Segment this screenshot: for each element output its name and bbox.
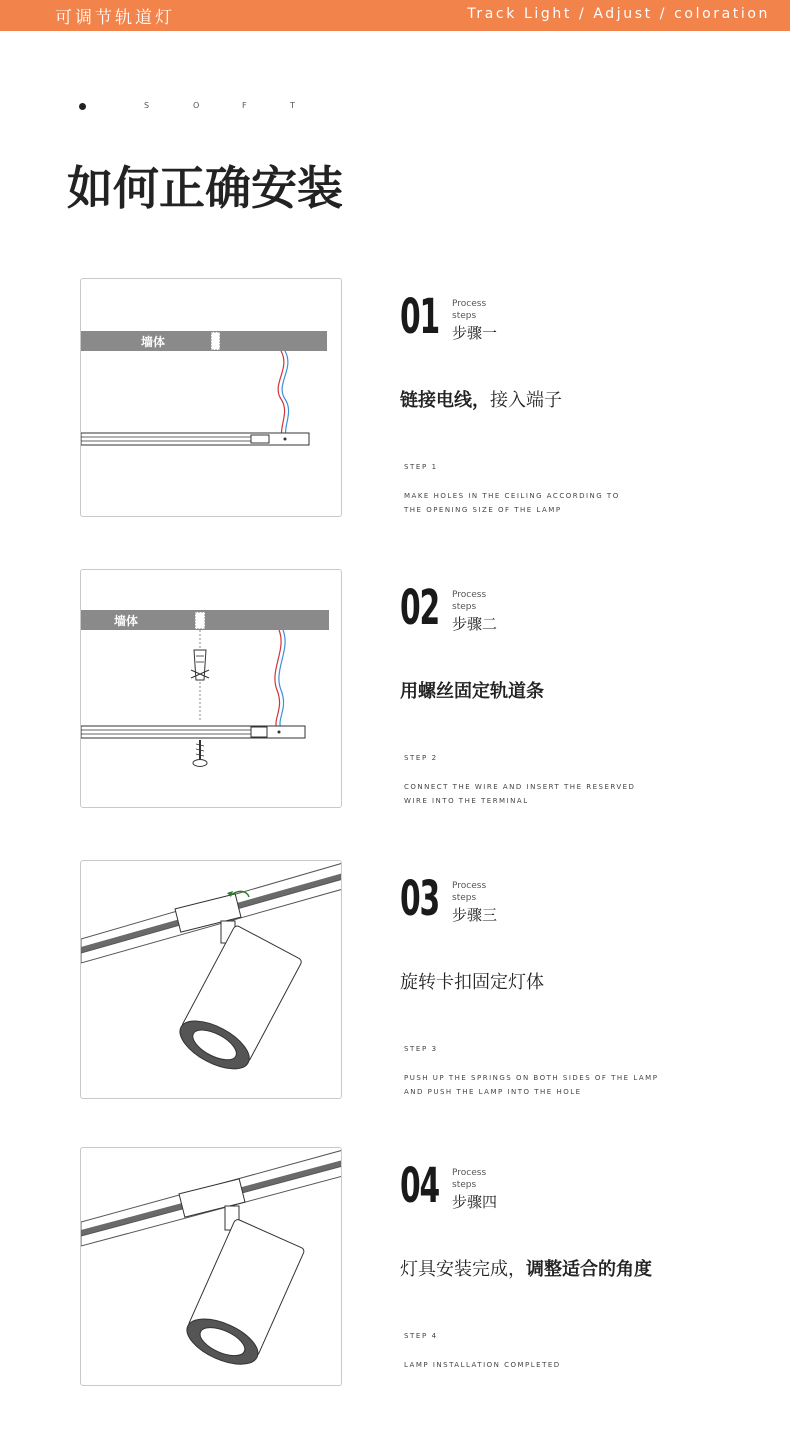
brand-letter: O — [193, 101, 200, 110]
step-description — [404, 1358, 684, 1372]
step-label-cn: 步骤四 — [452, 1193, 498, 1211]
step-number: 03 — [400, 871, 439, 927]
step-title — [400, 974, 544, 992]
process-word: Process — [452, 299, 487, 309]
step-number: 02 — [400, 580, 439, 636]
wall-label: 墙体 — [141, 335, 166, 349]
desc-line: CONNECT THE WIRE AND INSERT THE RESERVED — [404, 783, 636, 791]
process-word: Process — [452, 881, 487, 891]
step-description — [404, 1071, 684, 1099]
step-number: 01 — [400, 289, 439, 345]
step-title-regular: 接入端子 — [490, 390, 562, 411]
wall-label: 墙体 — [114, 614, 139, 628]
step-title — [400, 1261, 652, 1279]
step-title — [400, 392, 562, 410]
step1-text — [400, 288, 770, 528]
top-banner — [0, 0, 790, 31]
step-title-bold: 链接电线， — [400, 390, 490, 411]
step-title-regular: 旋转卡扣固定灯体 — [400, 972, 544, 993]
brand-letter: T — [290, 101, 295, 110]
process-word: Process — [452, 1168, 487, 1178]
desc-line: AND PUSH THE LAMP INTO THE HOLE — [404, 1088, 582, 1096]
step-label-cn: 步骤一 — [452, 324, 498, 342]
step-title-regular: 灯具安装完成， — [400, 1259, 526, 1280]
step1-illustration — [80, 278, 342, 517]
step-code: STEP 2 — [404, 754, 438, 762]
lamp-installed-illustration — [81, 1148, 342, 1386]
step-code: STEP 1 — [404, 463, 438, 471]
step4-illustration — [80, 1147, 342, 1386]
wall-wire-track-illustration — [81, 279, 342, 517]
brand-row — [77, 102, 317, 112]
step-number: 04 — [400, 1158, 439, 1214]
desc-line: PUSH UP THE SPRINGS ON BOTH SIDES OF THE LAMP — [404, 1074, 659, 1082]
step-code: STEP 3 — [404, 1045, 438, 1053]
page-title: 如何正确安装 — [67, 161, 343, 215]
step-code: STEP 4 — [404, 1332, 438, 1340]
desc-line: THE OPENING SIZE OF THE LAMP — [404, 506, 562, 514]
bullet-dot-icon — [79, 103, 86, 110]
rotate-clip-lamp-illustration — [81, 861, 342, 1099]
steps-word: steps — [452, 893, 477, 903]
steps-word: steps — [452, 602, 477, 612]
steps-word: steps — [452, 1180, 477, 1190]
step-title-bold: 调整适合的角度 — [526, 1259, 652, 1280]
desc-line: MAKE HOLES IN THE CEILING ACCORDING TO — [404, 492, 620, 500]
step-title-bold: 用螺丝固定轨道条 — [400, 681, 544, 702]
screw-track-illustration — [81, 570, 342, 808]
step-label-cn: 步骤三 — [452, 906, 498, 924]
brand-letter: F — [242, 101, 247, 110]
step-label-cn: 步骤二 — [452, 615, 498, 633]
steps-word: steps — [452, 311, 477, 321]
step-description — [404, 489, 684, 517]
step-title — [400, 683, 544, 701]
desc-line: LAMP INSTALLATION COMPLETED — [404, 1361, 561, 1369]
brand-letter: S — [144, 101, 150, 110]
step2-illustration — [80, 569, 342, 808]
banner-title-en: Track Light / Adjust / coloration — [467, 6, 770, 22]
banner-title-cn: 可调节轨道灯 — [55, 8, 175, 28]
process-word: Process — [452, 590, 487, 600]
desc-line: WIRE INTO THE TERMINAL — [404, 797, 529, 805]
step-description — [404, 780, 684, 808]
step3-illustration — [80, 860, 342, 1099]
step3-text — [400, 870, 770, 1110]
step4-text — [400, 1157, 770, 1397]
step2-text — [400, 579, 770, 819]
